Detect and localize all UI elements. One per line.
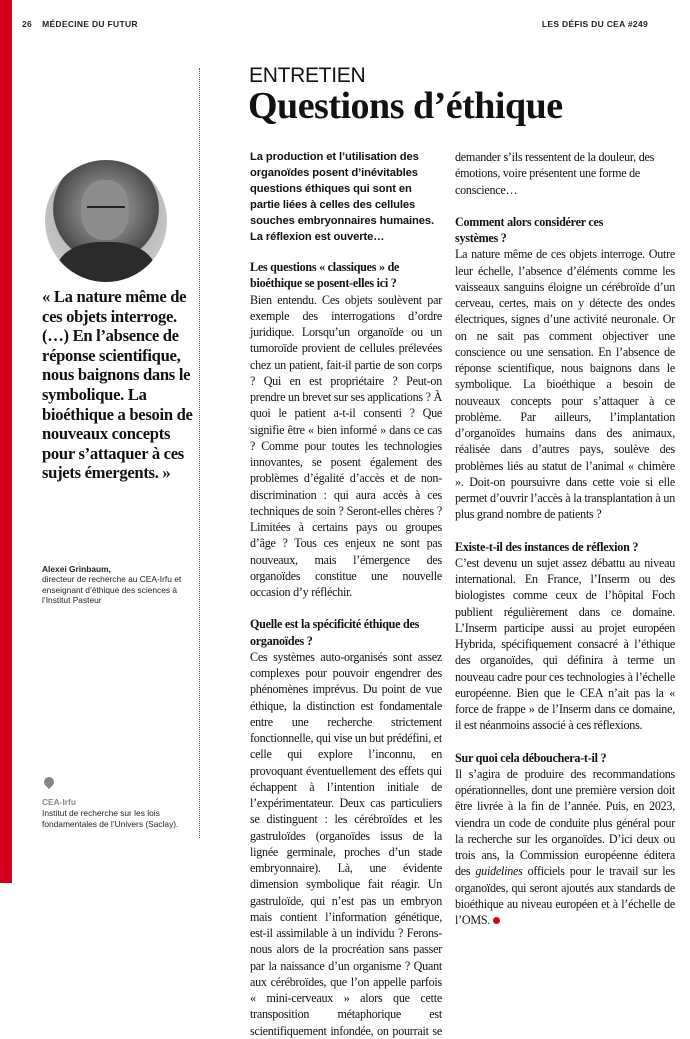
- lab-name: CEA-Irfu: [42, 797, 76, 807]
- answer: Ces systèmes auto-organisés sont assez complexes pour pouvoir engendrer des phénomènes imprévus. Du point de vue éthique, la distinction est fondamentale entre une recherche strictement fonctionnelle, qui vise un but prédéfini, et celle qui explore l’inconnu, en provoquant éventuellement des effets qui échappent à l’intention initiale de l’expérimentateur. Deux cas particuliers se distinguent : les cérébroïdes et les gastruloïdes (organoïdes issus de la lignée germinale, proches d’un stade embryonnaire). Là, une évidente dimension symbolique fait réagir. Un gastruloïde, qui n’est pas un embryon mais contient l’information génétique, est-il assimilable à un individu ? Ferons-nous alors de la procréation sans passer par la naissance d’un organisme ? Quant aux cérébroïdes, que l’on appelle parfois « mini-cerveaux » alors que cette transposition métaphorique est scientifiquement infondée, on pourrait se: [250, 649, 442, 1038]
- answer-text: Il s’agira de produire des recommandations opérationnelles, dont une première version doit être livrée à la fin de l’année. Puis, en 2023, viendra un code de conduite plus général pour la recherche sur les organoïdes. D’ici deux ou trois ans, la Commission européenne éditera des: [455, 766, 675, 879]
- accent-bar: [0, 0, 12, 883]
- question: Sur quoi cela débouchera-t-il ?: [455, 750, 607, 765]
- lab-info: [42, 797, 192, 831]
- question: Les questions « classiques » de bioéthique se posent-elles ici ?: [250, 260, 400, 291]
- end-mark-icon: [493, 917, 500, 924]
- location-pin-icon: [42, 775, 56, 789]
- author-name: Alexei Grinbaum,: [42, 564, 111, 574]
- article-title: Questions d’éthique: [248, 85, 563, 127]
- answer: La nature même de ces objets interroge. Outre leur échelle, l’absence d’éléments comme les vaisseaux sanguins éloigne un cérébroïde d’un cerveau, certes, mais on y détecte des ondes électriques, signes d’une activité neuronale. Or on ne sait pas comment objectiver une conscience ou une sensation. En l’absence de réponse scientifique, nous baignons dans le symbolique. La bioéthique a besoin de nouveaux concepts pour s’attaquer à ce problème. Par ailleurs, l’implantation d’organoïdes humains dans des animaux, réalisée dans d’autres pays, soulève des problèmes liés au statut de l’animal « chimère ». Doit-on poursuivre dans cette voie si elle permet d’ouvrir l’accès à la transplantation à un plus grand nombre de patients ?: [455, 247, 675, 522]
- article-intro: La production et l’utilisation des organoïdes posent d’inévitables questions éthiques qui sont en partie liées à celles des cellules souches embryonnaires humaines. La réflexion est ouverte…: [250, 151, 435, 243]
- magazine-name: LES DÉFIS DU CEA #249: [541, 19, 648, 29]
- answer-text: officiels pour le travail sur les organoïdes, qui seront ajoutés aux standards de bioéthique au niveau européen et à l’échelle de l’OMS.: [455, 864, 675, 927]
- text-column-2: [455, 149, 675, 928]
- answer-continued: demander s’ils ressentent de la douleur, des émotions, voire présentent une forme de conscience…: [455, 150, 655, 197]
- question: Quelle est la spécificité éthique des organoïdes ?: [250, 617, 420, 648]
- section-name: MÉDECINE DU FUTUR: [42, 19, 138, 29]
- answer-italic: guidelines: [475, 864, 523, 879]
- author-byline: [42, 564, 202, 606]
- question: Existe-t-il des instances de réflexion ?: [455, 539, 639, 554]
- text-column-1: [250, 149, 442, 1039]
- running-header-left: [22, 19, 138, 29]
- answer: [455, 766, 675, 929]
- answer: Bien entendu. Ces objets soulèvent par exemple des interrogations d’ordre juridique. Lorsqu’un organoïde ou un tumoroïde provient de cellules prélevées chez un patient, fait-il partie de son corps ? Qui en est propriétaire ? Peut-on prendre un brevet sur ses applications ? À quoi le patient a-t-il consenti ? Que signifie être « bien informé » dans ce cas ? Comme pour toutes les technologies innovantes, se posent également des problèmes d’égalité d’accès et de non-discrimination : qui aura accès à ces techniques de soin ? Seront-elles chères ? Limitées à certains pays ou groupes d’âge ? Tous ces enjeux ne sont pas nouveaux, mais l’émergence des organoïdes constitue une nouvelle occasion d’y réfléchir.: [250, 292, 443, 599]
- page-number: 26: [22, 19, 33, 29]
- lab-description: Institut de recherche sur les lois fondamentales de l’Univers (Saclay).: [42, 808, 179, 830]
- pull-quote: « La nature même de ces objets interroge. (…) En l’absence de réponse scientifique, nous baignons dans le symbolique. La bioéthique a besoin de nouveaux concepts pour s’attaquer à ces sujets émergents. »: [42, 287, 193, 483]
- article-kicker: ENTRETIEN: [249, 64, 366, 87]
- author-role: directeur de recherche au CEA-Irfu et enseignant d’éthique des sciences à l’Institut Pasteur: [42, 574, 182, 606]
- question: Comment alors considérer ces systèmes ?: [455, 214, 604, 245]
- author-portrait: [45, 160, 167, 282]
- answer: C’est devenu un sujet assez débattu au niveau international. En France, l’Inserm ou des biologistes comme ceux de l’hôpital Foch publient régulièrement dans ce domaine. L’Inserm participe aussi au projet européen Hybrida, spécifiquement consacré à l’éthique des organoïdes, qui définira à terme un nouveau cadre pour ces technologies à l’échelle européenne. Bien que le CEA n’ait pas la « force de frappe » de l’Inserm dans ce domaine, il est néanmoins associé à ces réflexions.: [455, 555, 675, 733]
